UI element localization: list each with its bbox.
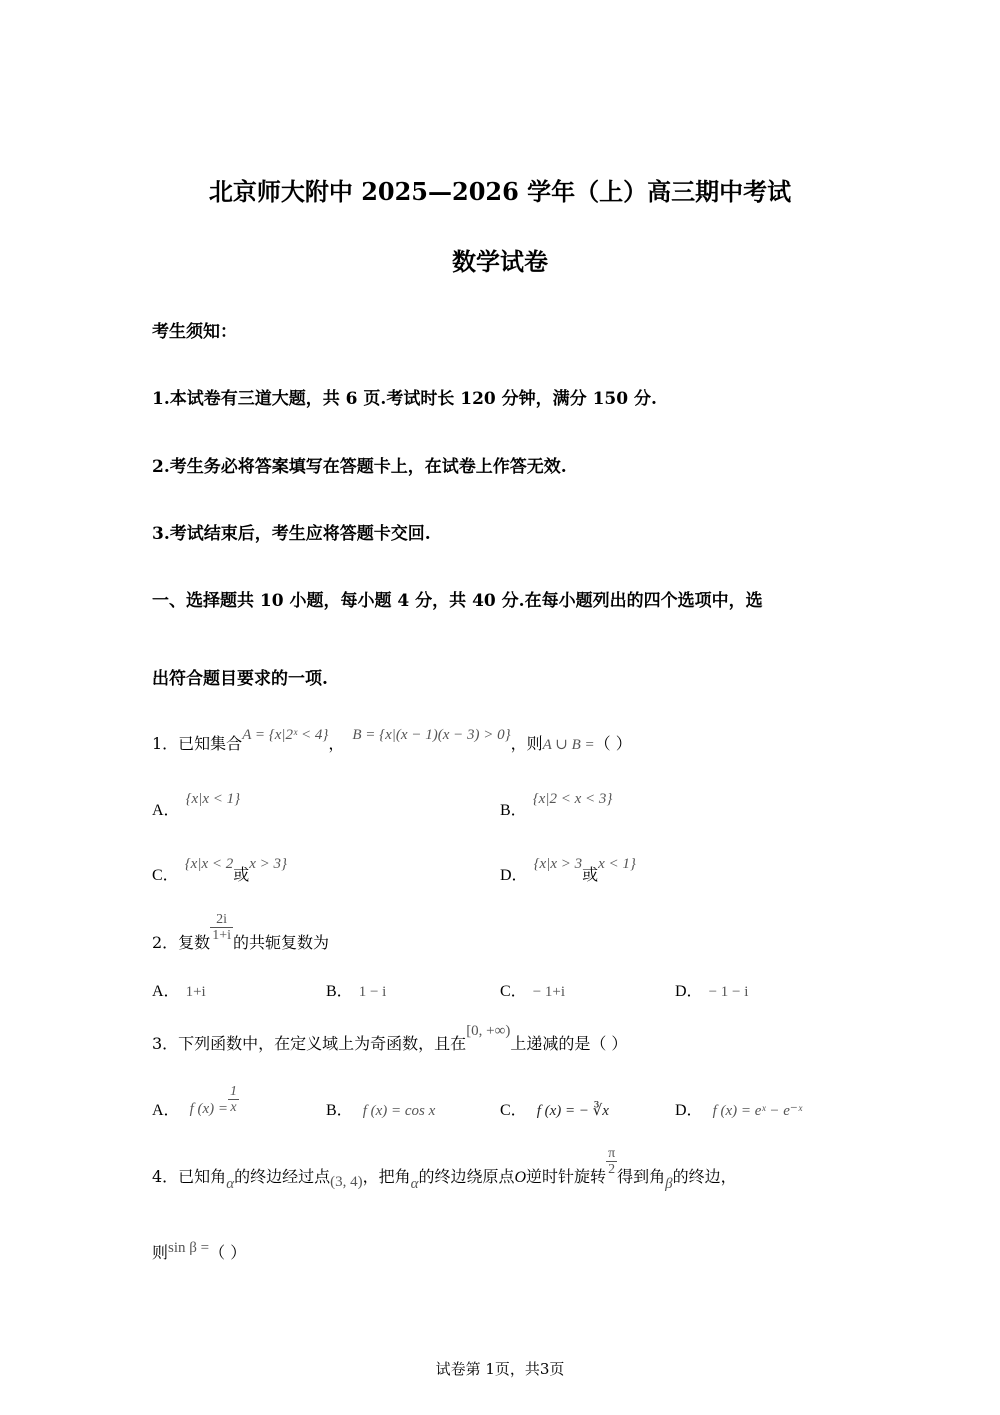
q4-paren: （ ） xyxy=(209,1243,247,1262)
q4-text-4: 逆时针旋转 xyxy=(526,1167,607,1186)
option-fraction xyxy=(228,1084,239,1115)
option-value: 1 − i xyxy=(358,984,387,1000)
q3-option-a xyxy=(152,1084,239,1120)
q4-text-1: 的终边经过点 xyxy=(234,1167,331,1186)
q2-fraction-den: 1+i xyxy=(212,928,231,943)
option-label: A． xyxy=(152,1102,180,1120)
q3-interval: [0, +∞) xyxy=(466,1023,511,1039)
option-value: − 1 − i xyxy=(708,984,749,1000)
q2-fraction xyxy=(210,912,233,943)
notice-item-1: 1.本试卷有三道大题，共 6 页.考试时长 120 分钟，满分 150 分. xyxy=(152,389,657,409)
q4-text-3: 的终边绕原点 xyxy=(418,1167,515,1186)
q1-option-c xyxy=(152,856,288,885)
q1-option-b xyxy=(500,791,613,820)
option-or: 或 xyxy=(233,865,250,884)
q4-pi-fraction xyxy=(606,1146,617,1177)
section-heading-line1: 一、选择题共 10 小题，每小题 4 分，共 40 分.在每小题列出的四个选项中，选 xyxy=(152,591,763,611)
q4-sin-beta: sin β = xyxy=(168,1240,210,1256)
q1-expr: A ∪ B = xyxy=(542,737,595,753)
option-label: C． xyxy=(500,1102,527,1119)
q2-option-d xyxy=(675,978,748,1001)
option-label: D． xyxy=(675,983,703,1000)
q3-lead: 3．下列函数中，在定义域上为奇函数，且在 xyxy=(152,1034,467,1053)
option-label: A． xyxy=(152,983,180,1000)
q1-set-a: A = {x|2ˣ < 4} xyxy=(242,727,329,743)
q2-lead: 2．复数 xyxy=(152,933,211,952)
option-label: A． xyxy=(152,802,180,819)
option-or: 或 xyxy=(582,865,599,884)
option-value: − 1+i xyxy=(532,984,566,1000)
exam-title: 北京师大附中 2025—2026 学年（上）高三期中考试 xyxy=(208,177,792,206)
q4-alpha-2: α xyxy=(410,1176,419,1192)
section-heading-line2: 出符合题目要求的一项. xyxy=(152,669,328,689)
q3-option-d xyxy=(675,1097,802,1120)
option-value: 1+i xyxy=(185,984,206,1000)
fraction-num: 1 xyxy=(230,1084,237,1099)
q2-fraction-num: 2i xyxy=(210,912,233,928)
notice-item-3: 3.考试结束后，考生应将答题卡交回. xyxy=(152,524,431,544)
q1-paren: （ ） xyxy=(594,734,632,753)
option-value-part1: {x|x < 2 xyxy=(184,856,234,872)
q2-option-c xyxy=(500,978,565,1001)
option-label: B． xyxy=(500,802,527,819)
option-value: f (x) = − ∛x xyxy=(536,1103,609,1119)
question-2 xyxy=(152,912,329,952)
exam-subtitle: 数学试卷 xyxy=(452,247,548,276)
question-4 xyxy=(152,1146,737,1192)
page-footer: 试卷第 1页，共3页 xyxy=(435,1360,565,1378)
option-value-part2: x < 1} xyxy=(598,856,636,872)
option-label: D． xyxy=(675,1102,703,1119)
option-label: B． xyxy=(326,1102,353,1119)
q3-option-b xyxy=(326,1097,435,1120)
q4-text-5: 得到角 xyxy=(617,1167,666,1186)
q4-alpha: α xyxy=(226,1176,235,1192)
notice-heading: 考生须知： xyxy=(152,322,237,342)
option-label: B． xyxy=(326,983,353,1000)
option-label: C． xyxy=(152,867,179,884)
notice-item-2: 2.考生务必将答案填写在答题卡上，在试卷上作答无效. xyxy=(152,457,567,477)
question-3 xyxy=(152,1023,628,1054)
option-value: f (x) = cos x xyxy=(362,1103,436,1119)
q2-option-b xyxy=(326,978,386,1001)
fraction-den: x xyxy=(230,1100,237,1115)
q1-then: ，则 xyxy=(510,734,543,753)
q1-set-b: B = {x|(x − 1)(x − 3) > 0} xyxy=(352,727,511,743)
q4-line2-lead: 则 xyxy=(152,1243,169,1262)
q4-text-6: 的终边， xyxy=(672,1167,737,1186)
option-value-part1: {x|x > 3 xyxy=(533,856,583,872)
q1-option-d xyxy=(500,856,636,885)
q2-tail: 的共轭复数为 xyxy=(232,933,329,952)
q2-option-a xyxy=(152,978,206,1001)
q4-text-2: ，把角 xyxy=(362,1167,411,1186)
q1-comma: ， xyxy=(328,734,345,753)
q4-lead: 4．已知角 xyxy=(152,1167,227,1186)
q4-point: (3, 4) xyxy=(330,1174,363,1190)
q1-lead: 1．已知集合 xyxy=(152,734,243,753)
question-4-line2 xyxy=(152,1240,246,1263)
option-label: D． xyxy=(500,867,528,884)
option-value: {x|x < 1} xyxy=(185,791,241,807)
q1-option-a xyxy=(152,791,241,820)
pi-den: 2 xyxy=(608,1162,616,1177)
pi-num: π xyxy=(608,1146,616,1161)
option-value: {x|2 < x < 3} xyxy=(532,791,613,807)
q4-beta: β xyxy=(665,1176,673,1192)
q3-tail: 上递减的是（ ） xyxy=(510,1034,628,1053)
option-label: C． xyxy=(500,983,527,1000)
option-value: f (x) = eˣ − e⁻ˣ xyxy=(712,1103,803,1119)
option-value-part2: x > 3} xyxy=(249,856,288,872)
option-value-pre: f (x) = xyxy=(189,1101,228,1118)
question-1 xyxy=(152,727,632,754)
q4-origin-o: O xyxy=(514,1169,527,1186)
q3-option-c xyxy=(500,1097,609,1120)
